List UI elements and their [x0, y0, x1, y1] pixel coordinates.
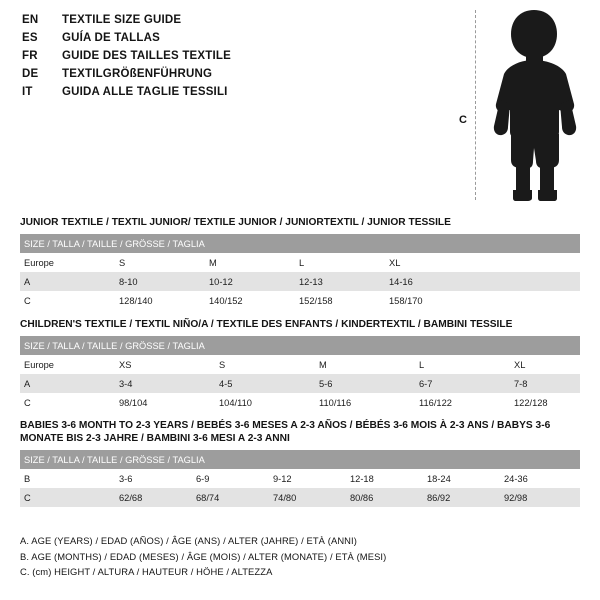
- cell: XS: [115, 355, 215, 374]
- cell: L: [415, 355, 510, 374]
- cell: 80/86: [346, 488, 423, 507]
- cell: S: [215, 355, 315, 374]
- row-label: Europe: [20, 355, 115, 374]
- language-code: EN: [22, 14, 39, 26]
- measure-dashed-line: [475, 10, 476, 200]
- section-babies: [20, 419, 580, 507]
- language-code: ES: [22, 32, 38, 44]
- language-title: GUIDE DES TAILLES TEXTILE: [62, 50, 231, 62]
- cell: 8-10: [115, 272, 205, 291]
- row-label: C: [20, 291, 115, 310]
- cell: 12-13: [295, 272, 385, 291]
- cell: M: [315, 355, 415, 374]
- header-row-es: [22, 32, 442, 50]
- cell: M: [205, 253, 295, 272]
- cell: 10-12: [205, 272, 295, 291]
- cell: XL: [510, 355, 580, 374]
- legend-line-c: C. (cm) HEIGHT / ALTURA / HAUTEUR / HÖHE / ALTEZZA: [20, 566, 273, 577]
- table-row: [20, 374, 580, 393]
- legend-line-b: B. AGE (MONTHS) / EDAD (MESES) / ÂGE (MOIS) / ALTER (MONATE) / ETÀ (MESI): [20, 550, 387, 562]
- language-code: FR: [22, 50, 38, 62]
- cell: 122/128: [510, 393, 580, 412]
- cell: 24-36: [500, 469, 580, 488]
- babies-size-table: [20, 450, 580, 507]
- cell: 158/170: [385, 291, 580, 310]
- cell: L: [295, 253, 385, 272]
- table-header-row: [20, 336, 580, 355]
- row-label: B: [20, 469, 115, 488]
- header-row-fr: [22, 50, 442, 68]
- section-title: CHILDREN'S TEXTILE / TEXTIL NIÑO/A / TEXTILE DES ENFANTS / KINDERTEXTIL / BAMBINI TESSILE: [20, 319, 513, 330]
- language-title: TEXTILE SIZE GUIDE: [62, 14, 182, 26]
- language-code: DE: [22, 68, 39, 80]
- cell: 86/92: [423, 488, 500, 507]
- table-row: [20, 393, 580, 412]
- junior-size-table: [20, 234, 580, 310]
- cell: 5-6: [315, 374, 415, 393]
- language-title: TEXTILGRÖßENFÜHRUNG: [62, 68, 213, 80]
- language-code: IT: [22, 86, 33, 98]
- cell: 110/116: [315, 393, 415, 412]
- cell: 152/158: [295, 291, 385, 310]
- cell: 9-12: [269, 469, 346, 488]
- cell: 140/152: [205, 291, 295, 310]
- cell: 104/110: [215, 393, 315, 412]
- header-row-en: [22, 14, 442, 32]
- cell: 116/122: [415, 393, 510, 412]
- height-measure-figure: [452, 8, 592, 204]
- row-label: A: [20, 272, 115, 291]
- header-row-it: [22, 86, 442, 104]
- measure-label-c: C: [459, 114, 467, 126]
- table-header-label: SIZE / TALLA / TAILLE / GRÖSSE / TAGLIA: [20, 450, 580, 469]
- child-silhouette-icon: [484, 8, 588, 202]
- cell: 128/140: [115, 291, 205, 310]
- cell: 14-16: [385, 272, 580, 291]
- row-label: Europe: [20, 253, 115, 272]
- language-title: GUIDA ALLE TAGLIE TESSILI: [62, 86, 228, 98]
- cell: 62/68: [115, 488, 192, 507]
- legend-line-a: A. AGE (YEARS) / EDAD (AÑOS) / ÂGE (ANS) / ALTER (JAHRE) / ETÀ (ANNI): [20, 535, 357, 546]
- cell: 18-24: [423, 469, 500, 488]
- cell: 3-6: [115, 469, 192, 488]
- cell: 3-4: [115, 374, 215, 393]
- cell: 74/80: [269, 488, 346, 507]
- table-row: [20, 253, 580, 272]
- table-row: [20, 291, 580, 310]
- children-size-table: [20, 336, 580, 412]
- section-junior: [20, 216, 580, 310]
- cell: S: [115, 253, 205, 272]
- cell: 92/98: [500, 488, 580, 507]
- section-title: BABIES 3-6 MONTH TO 2-3 YEARS / BEBÉS 3-6 MESES A 2-3 AÑOS / BÉBÉS 3-6 MOIS À 2-3 ANS / BABYS 3-6 MONATE BIS 2-3 JAHRE / BAMBINI 3-6 MESI A 2-3 ANNI: [20, 420, 551, 444]
- cell: 7-8: [510, 374, 580, 393]
- cell: 4-5: [215, 374, 315, 393]
- row-label: C: [20, 488, 115, 507]
- table-row: [20, 355, 580, 374]
- table-header-row: [20, 234, 580, 253]
- cell: 98/104: [115, 393, 215, 412]
- table-header-label: SIZE / TALLA / TAILLE / GRÖSSE / TAGLIA: [20, 234, 580, 253]
- language-title: GUÍA DE TALLAS: [62, 32, 160, 44]
- cell: XL: [385, 253, 580, 272]
- cell: 68/74: [192, 488, 269, 507]
- table-header-label: SIZE / TALLA / TAILLE / GRÖSSE / TAGLIA: [20, 336, 580, 355]
- legend: [20, 533, 580, 580]
- table-header-row: [20, 450, 580, 469]
- cell: 12-18: [346, 469, 423, 488]
- table-row: [20, 272, 580, 291]
- table-row: [20, 469, 580, 488]
- cell: 6-7: [415, 374, 510, 393]
- section-children: [20, 318, 580, 412]
- header-row-de: [22, 68, 442, 86]
- table-row: [20, 488, 580, 507]
- row-label: A: [20, 374, 115, 393]
- language-header: [22, 14, 442, 104]
- section-title: JUNIOR TEXTILE / TEXTIL JUNIOR/ TEXTILE JUNIOR / JUNIORTEXTIL / JUNIOR TESSILE: [20, 217, 451, 228]
- row-label: C: [20, 393, 115, 412]
- cell: 6-9: [192, 469, 269, 488]
